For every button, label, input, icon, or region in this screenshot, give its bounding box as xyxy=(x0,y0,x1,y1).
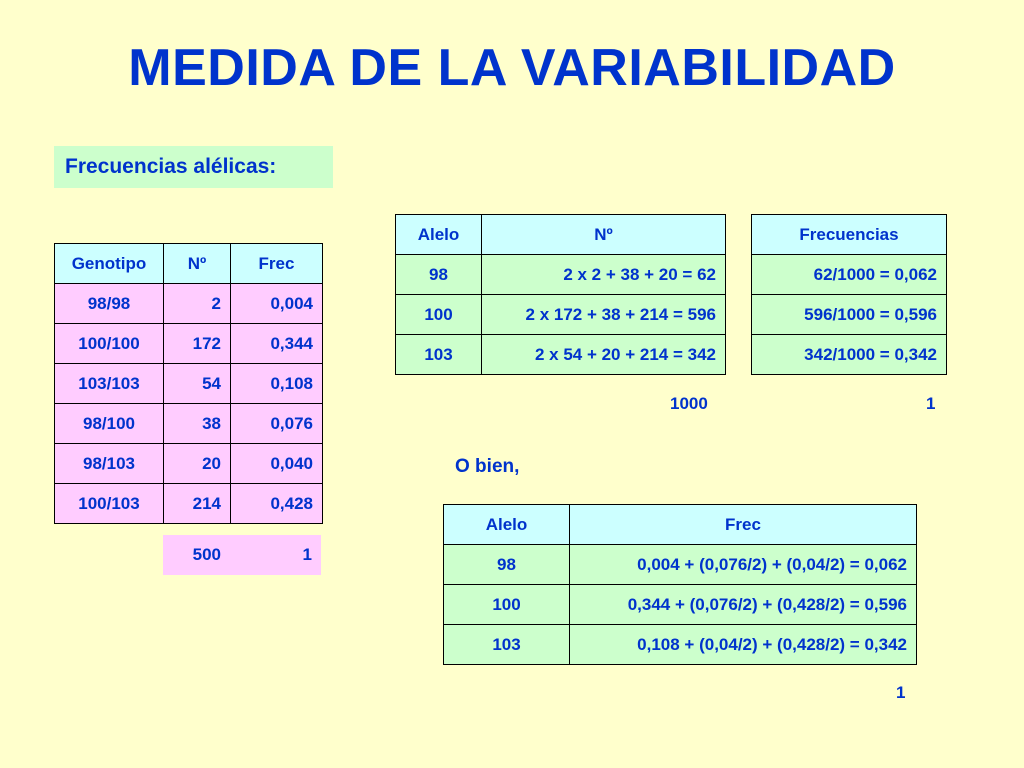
freq-formula-cell: 0,344 + (0,076/2) + (0,428/2) = 0,596 xyxy=(570,585,917,625)
frequency-table xyxy=(751,214,947,375)
table-row xyxy=(55,444,323,484)
table-row xyxy=(444,545,917,585)
count-cell: 172 xyxy=(164,324,231,364)
alt-frequency-table xyxy=(443,504,917,665)
total-freq: 1 xyxy=(302,545,312,564)
genotype-cell: 98/100 xyxy=(55,404,164,444)
freq-formula-cell: 62/1000 = 0,062 xyxy=(752,255,947,295)
table-row xyxy=(752,295,947,335)
count-cell: 20 xyxy=(164,444,231,484)
count-cell: 38 xyxy=(164,404,231,444)
allele-count-table xyxy=(395,214,726,375)
allele-cell: 103 xyxy=(444,625,570,665)
header-frecuencias: Frecuencias xyxy=(752,215,947,255)
freq-cell: 0,004 xyxy=(231,284,323,324)
table-row xyxy=(752,255,947,295)
freq-cell: 0,428 xyxy=(231,484,323,524)
freq-total: 1 xyxy=(926,394,936,413)
table-row xyxy=(396,335,726,375)
allele-cell: 98 xyxy=(396,255,482,295)
header-genotipo: Genotipo xyxy=(55,244,164,284)
alt-method-label: O bien, xyxy=(455,456,520,477)
genotype-total-row xyxy=(163,535,321,575)
allele-cell: 100 xyxy=(396,295,482,335)
alt-table-header xyxy=(444,505,917,545)
section-subtitle xyxy=(54,146,333,188)
allele-cell: 98 xyxy=(444,545,570,585)
header-n: Nº xyxy=(482,215,726,255)
table-row xyxy=(55,324,323,364)
table-row xyxy=(396,295,726,335)
table-row xyxy=(444,625,917,665)
genotype-table xyxy=(54,243,323,524)
total-count: 500 xyxy=(192,545,221,564)
genotype-table-header xyxy=(55,244,323,284)
table-row xyxy=(396,255,726,295)
freq-formula-cell: 596/1000 = 0,596 xyxy=(752,295,947,335)
header-frec: Frec xyxy=(231,244,323,284)
genotype-cell: 98/103 xyxy=(55,444,164,484)
table-row xyxy=(55,484,323,524)
header-n: Nº xyxy=(164,244,231,284)
count-cell: 54 xyxy=(164,364,231,404)
alt-total: 1 xyxy=(896,683,906,702)
freq-cell: 0,108 xyxy=(231,364,323,404)
count-cell: 214 xyxy=(164,484,231,524)
freq-formula-cell: 0,004 + (0,076/2) + (0,04/2) = 0,062 xyxy=(570,545,917,585)
freq-cell: 0,040 xyxy=(231,444,323,484)
header-frec: Frec xyxy=(570,505,917,545)
table-row xyxy=(55,364,323,404)
genotype-cell: 98/98 xyxy=(55,284,164,324)
table-row xyxy=(55,404,323,444)
freq-table-header xyxy=(752,215,947,255)
header-alelo: Alelo xyxy=(396,215,482,255)
table-row xyxy=(752,335,947,375)
freq-cell: 0,076 xyxy=(231,404,323,444)
freq-cell: 0,344 xyxy=(231,324,323,364)
table-row xyxy=(444,585,917,625)
count-formula-cell: 2 x 172 + 38 + 214 = 596 xyxy=(482,295,726,335)
header-alelo: Alelo xyxy=(444,505,570,545)
freq-formula-cell: 342/1000 = 0,342 xyxy=(752,335,947,375)
subtitle-text: Frecuencias alélicas: xyxy=(65,155,277,178)
count-cell: 2 xyxy=(164,284,231,324)
count-formula-cell: 2 x 2 + 38 + 20 = 62 xyxy=(482,255,726,295)
genotype-cell: 100/100 xyxy=(55,324,164,364)
page-title: MEDIDA DE LA VARIABILIDAD xyxy=(128,39,896,97)
allele-total: 1000 xyxy=(670,394,708,413)
genotype-cell: 103/103 xyxy=(55,364,164,404)
genotype-cell: 100/103 xyxy=(55,484,164,524)
allele-table-header xyxy=(396,215,726,255)
freq-formula-cell: 0,108 + (0,04/2) + (0,428/2) = 0,342 xyxy=(570,625,917,665)
allele-cell: 103 xyxy=(396,335,482,375)
table-row xyxy=(55,284,323,324)
allele-cell: 100 xyxy=(444,585,570,625)
count-formula-cell: 2 x 54 + 20 + 214 = 342 xyxy=(482,335,726,375)
